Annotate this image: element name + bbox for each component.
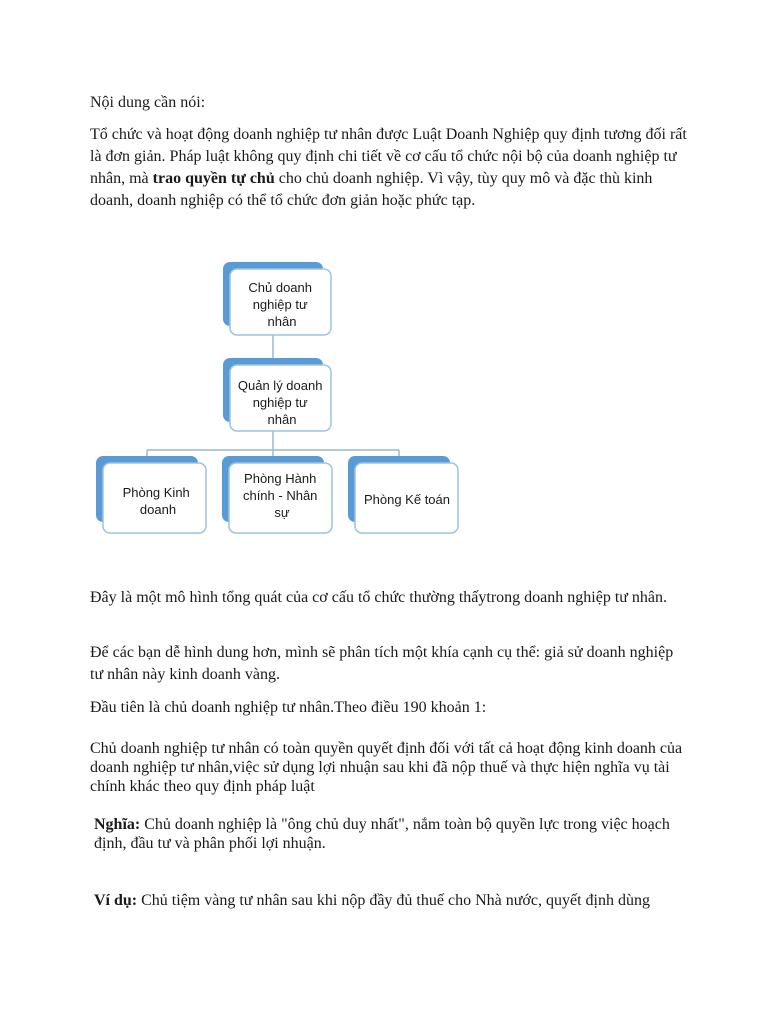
meaning-paragraph: [94, 815, 694, 853]
law-quote-paragraph: Chủ doanh nghiệp tư nhân có toàn quyền quyết định đối với tất cả hoạt động kinh doanh của doanh nghiệp tư nhân,việc sử dụng lợi nhuận sau khi đã nộp thuế và thực hiện nghĩa vụ tài chính khác theo quy định pháp luật: [90, 740, 683, 795]
org-box-sales-line: Phòng Kinh: [122, 485, 190, 500]
example-text: Chủ tiệm vàng tư nhân sau khi nộp đầy đủ thuế cho Nhà nước, quyết định dùng: [137, 892, 650, 909]
article-intro-paragraph: Đầu tiên là chủ doanh nghiệp tư nhân.Theo điều 190 khoản 1:: [90, 699, 487, 716]
org-box-manager-line: nghiệp tư: [252, 395, 308, 410]
heading-label: Nội dung cần nói:: [90, 94, 206, 111]
org-box-manager-line: Quản lý doanh: [237, 378, 323, 393]
org-box-manager: [223, 358, 331, 431]
org-box-admin-hr: [222, 456, 332, 533]
org-box-accounting-label: [364, 492, 450, 507]
org-box-accounting-line: Phòng Kế toán: [363, 492, 451, 507]
example-paragraph: [94, 891, 694, 910]
intro-bold-phrase: trao quyền tự chủ: [152, 170, 275, 187]
org-box-sales-line: doanh: [139, 502, 177, 517]
intro-paragraph: [90, 124, 690, 212]
org-box-admin-hr-line: chính - Nhân: [242, 488, 318, 503]
org-box-admin-hr-line: sự: [274, 505, 290, 520]
org-box-manager-line: nhân: [267, 412, 297, 427]
org-chart-diagram: [92, 258, 464, 540]
meaning-label: Nghĩa:: [94, 816, 141, 833]
org-box-owner-line: Chủ doanh: [248, 280, 312, 295]
org-box-accounting: [348, 456, 458, 533]
org-box-owner-line: nghiệp tư: [252, 297, 308, 312]
intro-text-part1: Tổ chức và hoạt động doanh nghiệp tư nhân được Luật Doanh Nghiệp quy định tương đối rất là đơn giản. Pháp luật không quy định chi tiết về cơ cấu tổ chức nội bộ của doanh nghiệp tư nhân, mà: [90, 126, 687, 187]
org-box-sales: [96, 456, 206, 533]
model-paragraph: Đây là một mô hình tổng quát của cơ cấu tổ chức thường thấytrong doanh nghiệp tư nhân.: [90, 589, 668, 606]
org-box-owner-line: nhân: [267, 314, 297, 329]
intro-text-part2: cho chủ doanh nghiệp. Vì vậy, tùy quy mô và đặc thù kinh doanh, doanh nghiệp có thể tổ chức đơn giản hoặc phức tạp.: [90, 170, 653, 209]
org-box-admin-hr-line: Phòng Hành: [244, 471, 317, 486]
meaning-text: Chủ doanh nghiệp là "ông chủ duy nhất", nắm toàn bộ quyền lực trong việc hoạch định, đầu tư và phân phối lợi nhuận.: [94, 816, 670, 852]
org-box-owner: [223, 262, 331, 335]
example-intro-paragraph: Để các bạn dễ hình dung hơn, mình sẽ phân tích một khía cạnh cụ thể: giả sử doanh nghiệp tư nhân này kinh doanh vàng.: [90, 644, 674, 683]
example-label: Ví dụ:: [94, 892, 138, 909]
